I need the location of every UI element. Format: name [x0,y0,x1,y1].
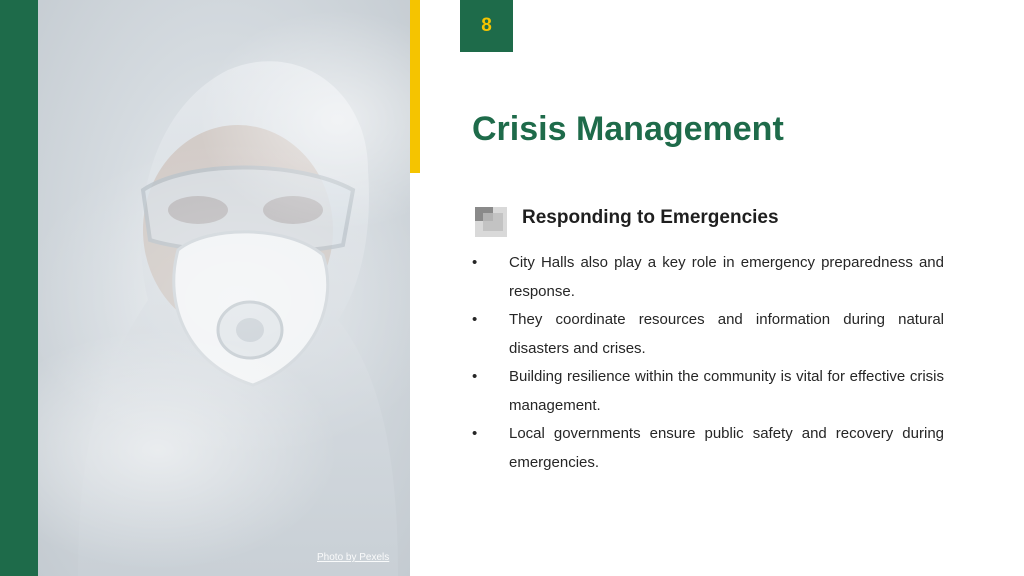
bullet-glyph: • [472,368,478,385]
bullet-glyph: • [472,254,478,271]
bullet-text: They coordinate resources and information during natural disasters and crises. [509,311,944,357]
hazmat-illustration [38,0,410,576]
section-heading: Responding to Emergencies [522,207,779,228]
hazmat-photo [38,0,410,576]
bullet-text: Local governments ensure public safety and recovery during emergencies. [509,425,944,471]
bullet-glyph: • [472,311,478,328]
list-item [472,420,944,477]
bullet-text: City Halls also play a key role in emergency preparedness and response. [509,254,944,300]
left-green-stripe [0,0,38,576]
image-thumbnail-icon [475,207,507,237]
fog-shape [38,140,410,460]
photo-credit-link[interactable]: Photo by Pexels [317,552,390,563]
list-item [472,363,944,420]
bullet-text: Building resilience within the community is vital for effective crisis management. [509,368,944,414]
yellow-accent-bar [410,0,420,173]
page-number-badge [460,0,513,52]
page-number: 8 [481,15,492,36]
slide-title: Crisis Management [472,110,784,148]
bullet-glyph: • [472,425,478,442]
bullet-list [472,249,944,477]
list-item [472,249,944,306]
list-item [472,306,944,363]
